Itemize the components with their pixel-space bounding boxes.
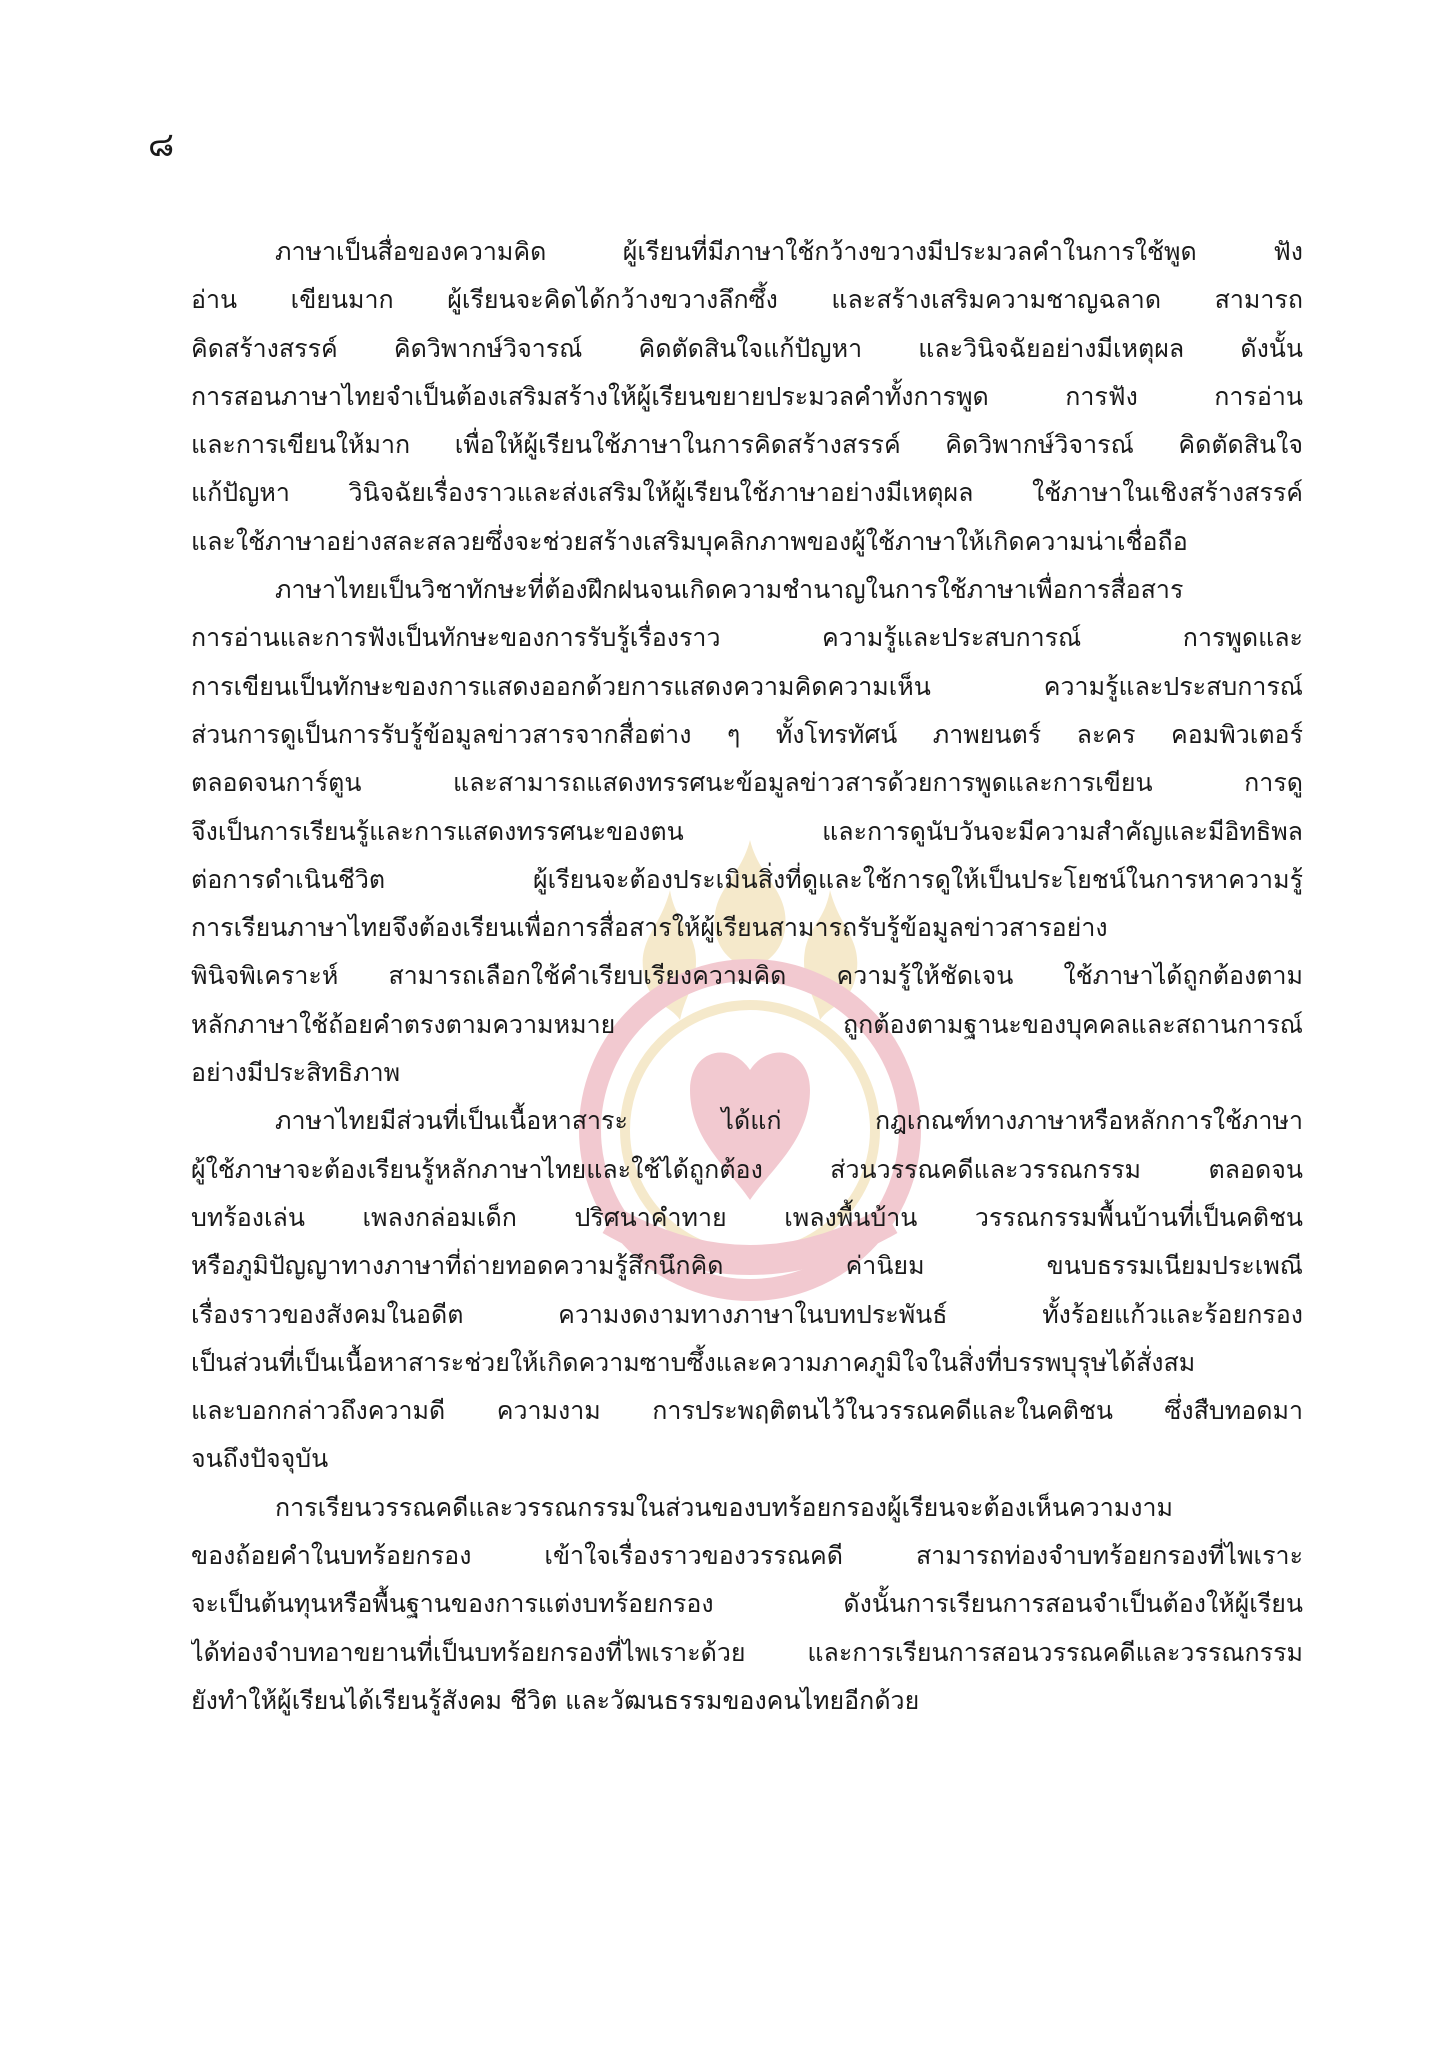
text-line: และบอกกล่าวถึงความดี ความงาม การประพฤติตนไว้ในวรรณคดีและในคติชน ซึ่งสืบทอดมา — [191, 1396, 1303, 1426]
text-line: หรือภูมิปัญญาทางภาษาที่ถ่ายทอดความรู้สึกนึกคิด ค่านิยม ขนบธรรมเนียมประเพณี — [191, 1251, 1303, 1281]
text-line: การอ่านและการฟังเป็นทักษะของการรับรู้เรื่องราว ความรู้และประสบการณ์ การพูดและ — [191, 623, 1303, 653]
text-line: และใช้ภาษาอย่างสละสลวยซึ่งจะช่วยสร้างเสริมบุคลิกภาพของผู้ใช้ภาษาให้เกิดความน่าเชื่อถือ — [191, 526, 1188, 556]
text-line: และการเขียนให้มาก เพื่อให้ผู้เรียนใช้ภาษาในการคิดสร้างสรรค์ คิดวิพากษ์วิจารณ์ คิดตัดสินใจ — [191, 430, 1303, 460]
text-line: คิดสร้างสรรค์ คิดวิพากษ์วิจารณ์ คิดตัดสินใจแก้ปัญหา และวินิจฉัยอย่างมีเหตุผล ดังนั้น — [191, 333, 1303, 363]
text-line: ภาษาเป็นสื่อของความคิด ผู้เรียนที่มีภาษาใช้กว้างขวางมีประมวลคำในการใช้พูด ฟัง — [275, 237, 1303, 266]
text-line: ผู้ใช้ภาษาจะต้องเรียนรู้หลักภาษาไทยและใช้ได้ถูกต้อง ส่วนวรรณคดีและวรรณกรรม ตลอดจน — [191, 1154, 1303, 1184]
text-line: ตลอดจนการ์ตูน และสามารถแสดงทรรศนะข้อมูลข่าวสารด้วยการพูดและการเขียน การดู — [191, 768, 1303, 798]
text-line: แก้ปัญหา วินิจฉัยเรื่องราวและส่งเสริมให้ผู้เรียนใช้ภาษาอย่างมีเหตุผล ใช้ภาษาในเชิงสร้างสรรค์ — [191, 478, 1303, 508]
page-number: ๘ — [148, 125, 175, 165]
text-line: ต่อการดำเนินชีวิต ผู้เรียนจะต้องประเมินสิ่งที่ดูและใช้การดูให้เป็นประโยชน์ในการหาความรู้ — [191, 864, 1303, 894]
text-line: ได้ท่องจำบทอาขยานที่เป็นบทร้อยกรองที่ไพเราะด้วย และการเรียนการสอนวรรณคดีและวรรณกรรม — [191, 1637, 1303, 1667]
text-line: เรื่องราวของสังคมในอดีต ความงดงามทางภาษาในบทประพันธ์ ทั้งร้อยแก้วและร้อยกรอง — [191, 1299, 1303, 1329]
text-line: ยังทำให้ผู้เรียนได้เรียนรู้สังคม ชีวิต และวัฒนธรรมของคนไทยอีกด้วย — [191, 1685, 920, 1715]
text-line: อ่าน เขียนมาก ผู้เรียนจะคิดได้กว้างขวางลึกซึ้ง และสร้างเสริมความชาญฉลาด สามารถ — [191, 285, 1303, 315]
text-line: หลักภาษาใช้ถ้อยคำตรงตามความหมาย ถูกต้องตามฐานะของบุคคลและสถานการณ์ — [191, 1009, 1303, 1039]
text-line: ส่วนการดูเป็นการรับรู้ข้อมูลข่าวสารจากสื่อต่าง ๆ ทั้งโทรทัศน์ ภาพยนตร์ ละคร คอมพิวเตอร์ — [191, 719, 1303, 749]
text-line: การเรียนภาษาไทยจึงต้องเรียนเพื่อการสื่อสารให้ผู้เรียนสามารถรับรู้ข้อมูลข่าวสารอย่าง — [191, 913, 1108, 943]
text-line: จะเป็นต้นทุนหรือพื้นฐานของการแต่งบทร้อยกรอง ดังนั้นการเรียนการสอนจำเป็นต้องให้ผู้เรียน — [191, 1589, 1303, 1619]
paragraph-4 — [191, 1484, 1303, 1725]
text-line: เป็นส่วนที่เป็นเนื้อหาสาระช่วยให้เกิดความซาบซึ้งและความภาคภูมิใจในสิ่งที่บรรพบุรุษได้สั่งสม — [191, 1347, 1196, 1377]
text-line: บทร้องเล่น เพลงกล่อมเด็ก ปริศนาคำทาย เพลงพื้นบ้าน วรรณกรรมพื้นบ้านที่เป็นคติชน — [191, 1202, 1303, 1232]
text-line: ของถ้อยคำในบทร้อยกรอง เข้าใจเรื่องราวของวรรณคดี สามารถท่องจำบทร้อยกรองที่ไพเราะ — [191, 1541, 1303, 1571]
paragraph-2 — [191, 566, 1303, 1097]
body-text — [191, 228, 1303, 1725]
paragraph-1 — [191, 228, 1303, 566]
text-line: การเรียนวรรณคดีและวรรณกรรมในส่วนของบทร้อยกรองผู้เรียนจะต้องเห็นความงาม — [275, 1492, 1174, 1522]
text-line: จึงเป็นการเรียนรู้และการแสดงทรรศนะของตน และการดูนับวันจะมีความสำคัญและมีอิทธิพล — [191, 816, 1303, 846]
text-line: ภาษาไทยมีส่วนที่เป็นเนื้อหาสาระ ได้แก่ กฎเกณฑ์ทางภาษาหรือหลักการใช้ภาษา — [275, 1106, 1303, 1136]
paragraph-3 — [191, 1097, 1303, 1483]
text-line: อย่างมีประสิทธิภาพ — [191, 1058, 401, 1088]
text-line: พินิจพิเคราะห์ สามารถเลือกใช้คำเรียบเรียงความคิด ความรู้ให้ชัดเจน ใช้ภาษาได้ถูกต้องตาม — [191, 961, 1303, 991]
text-line: จนถึงปัจจุบัน — [191, 1444, 329, 1474]
text-line: ภาษาไทยเป็นวิชาทักษะที่ต้องฝึกฝนจนเกิดความชำนาญในการใช้ภาษาเพื่อการสื่อสาร — [275, 575, 1184, 605]
text-line: การสอนภาษาไทยจำเป็นต้องเสริมสร้างให้ผู้เรียนขยายประมวลคำทั้งการพูด การฟัง การอ่าน — [191, 381, 1303, 411]
text-line: การเขียนเป็นทักษะของการแสดงออกด้วยการแสดงความคิดความเห็น ความรู้และประสบการณ์ — [191, 671, 1303, 701]
